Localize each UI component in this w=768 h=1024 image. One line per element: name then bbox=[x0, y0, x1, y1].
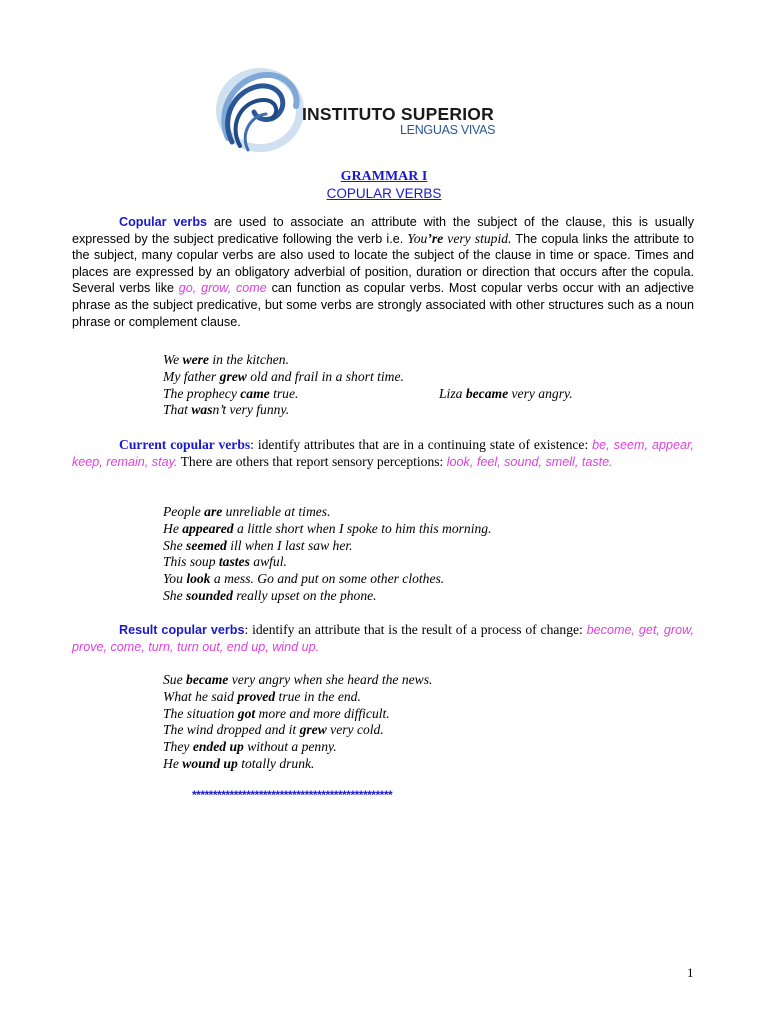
copular-verb: sounded bbox=[186, 587, 233, 603]
institution-logo bbox=[214, 66, 524, 166]
copular-verb: were bbox=[182, 352, 209, 367]
verb-list: go, grow, come bbox=[178, 281, 267, 296]
copular-verb: became bbox=[465, 385, 509, 401]
example-sentence: He appeared a little short when I spoke to him this morning. bbox=[163, 520, 492, 536]
example-sentence: The situation got more and more difficult. bbox=[163, 705, 390, 721]
verb-list: be, seem, appear, keep, remain, stay. bbox=[72, 438, 694, 469]
example-sentence: She sounded really upset on the phone. bbox=[163, 587, 377, 603]
copular-verb: seemed bbox=[186, 537, 227, 553]
copular-verb: grew bbox=[299, 722, 327, 738]
intro-paragraph: Copular verbs are used to associate an attribute with the subject of the clause, this is usually expressed by the subject predicative following the verb i.e. You’re very stupid. The copula links the attribute to the subject, many copular verbs are also used to locate the subject of the clause in time or space. Times and places are expressed by an obligatory adverbial of position, duration or direction that occurs after the copula. Several verbs like go, grow, come can function as copular verbs. Most copular verbs occur with an adjective phrase as the subject predicative, but some verbs are strongly associated with other structures such as a noun phrase or complement clause. bbox=[72, 215, 695, 329]
document-subtitle: COPULAR VERBS bbox=[326, 186, 442, 201]
document-title: GRAMMAR I bbox=[340, 169, 428, 184]
example-sentence: This soup tastes awful. bbox=[163, 554, 287, 570]
example-list bbox=[163, 352, 683, 419]
institution-name: INSTITUTO SUPERIOR bbox=[302, 104, 494, 124]
example-sentence: You look a mess. Go and put on some other clothes. bbox=[163, 571, 445, 587]
verb-list: become, get, grow, prove, come, turn, turn out, end up, wind up. bbox=[72, 623, 694, 654]
swirl-logo-icon bbox=[214, 66, 314, 166]
example-sentence: The wind dropped and it grew very cold. bbox=[163, 722, 384, 738]
separator-line: ************************************************ bbox=[192, 788, 393, 802]
institution-subtitle: LENGUAS VIVAS bbox=[400, 123, 496, 137]
example-sentence: She seemed ill when I last saw her. bbox=[163, 537, 353, 553]
copular-verb: look bbox=[186, 571, 211, 587]
example-sentence: We were in the kitchen. bbox=[163, 352, 289, 367]
copular-verb: got bbox=[237, 705, 256, 721]
copular-verb: became bbox=[186, 672, 229, 687]
example-sentence: That wasn’t very funny. bbox=[163, 402, 290, 418]
copular-verb: tastes bbox=[218, 554, 250, 570]
result-verbs-paragraph: Result copular verbs: identify an attribute that is the result of a process of change: become, get, grow, prove, come, turn, turn out, end up, wind up. bbox=[72, 622, 694, 654]
example-list bbox=[163, 672, 683, 773]
example-sentence: Liza became very angry. bbox=[439, 385, 573, 401]
example-inline: You’re very stupid. bbox=[407, 230, 512, 246]
example-list bbox=[163, 504, 683, 605]
example-sentence: He wound up totally drunk. bbox=[163, 755, 315, 771]
copular-verb: was bbox=[191, 402, 213, 418]
copular-verb: wound up bbox=[182, 755, 238, 771]
example-sentence: My father grew old and frail in a short time. bbox=[163, 368, 404, 384]
term-copular-verbs: Copular verbs bbox=[119, 215, 208, 229]
example-sentence: Sue became very angry when she heard the news. bbox=[163, 672, 433, 687]
term-current-copular-verbs: Current copular verbs bbox=[119, 437, 251, 452]
example-sentence: They ended up without a penny. bbox=[163, 739, 337, 755]
example-sentence: The prophecy came true. Liza became very angry. bbox=[163, 385, 573, 401]
page-number: 1 bbox=[687, 965, 694, 980]
copular-verb: grew bbox=[219, 368, 247, 384]
term-result-copular-verbs: Result copular verbs bbox=[119, 623, 245, 637]
copular-verb: are bbox=[204, 504, 223, 519]
copular-verb: came bbox=[240, 385, 270, 401]
copular-verb: ended up bbox=[192, 739, 244, 755]
copular-verb: proved bbox=[237, 688, 276, 704]
current-verbs-paragraph: Current copular verbs: identify attributes that are in a continuing state of existence: be, seem, appear, keep, remain, stay. There are others that report sensory perceptions: look, feel, sound, smell, taste. bbox=[72, 437, 694, 469]
copular-verb: appeared bbox=[182, 520, 234, 536]
verb-list: look, feel, sound, smell, taste. bbox=[446, 454, 613, 469]
example-sentence: People are unreliable at times. bbox=[163, 504, 331, 519]
example-sentence: What he said proved true in the end. bbox=[163, 688, 361, 704]
